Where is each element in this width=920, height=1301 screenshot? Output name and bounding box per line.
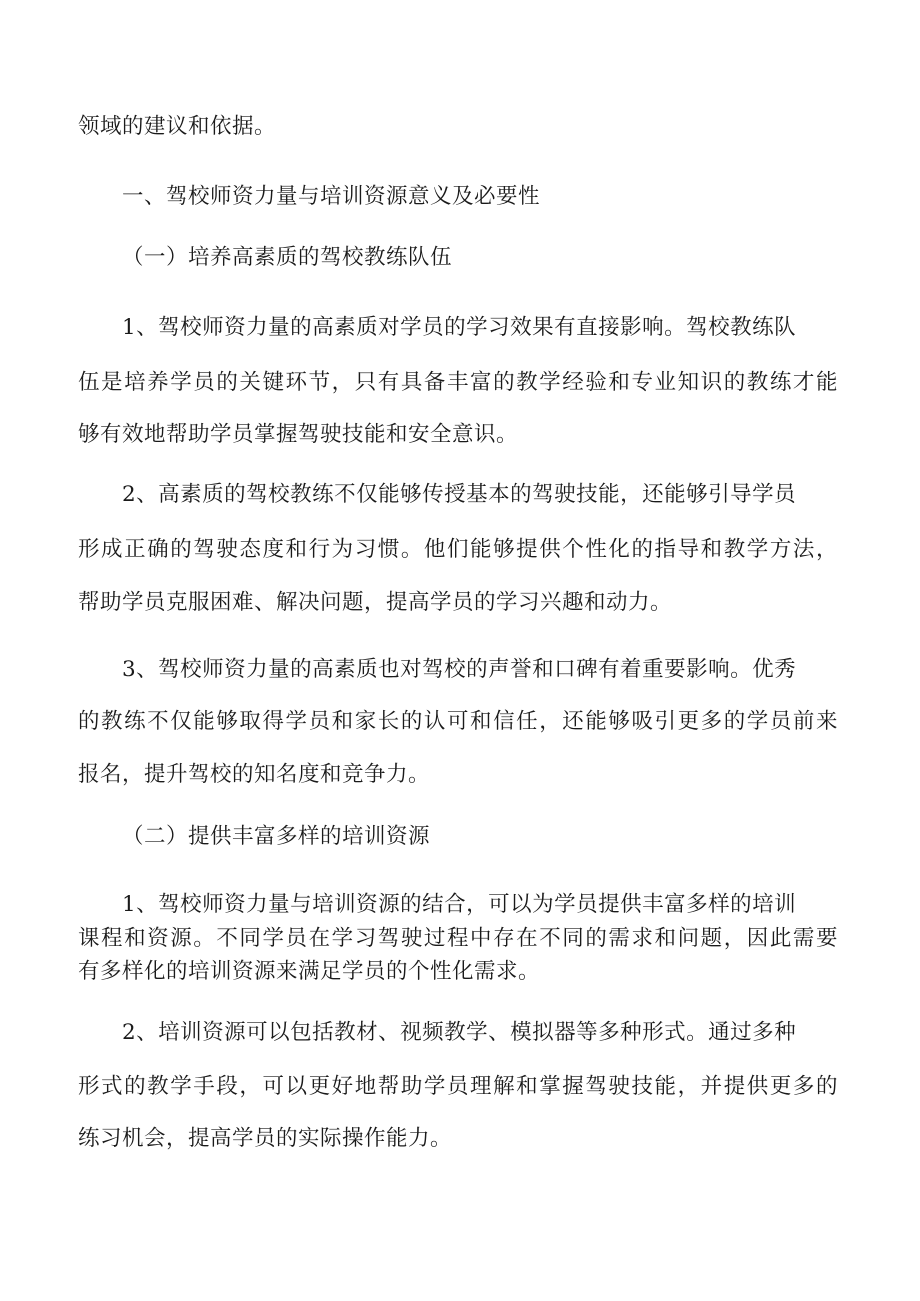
text-line-continuation: 领域的建议和依据。	[78, 114, 277, 139]
paragraph-2-line-1: 2、高素质的驾校教练不仅能够传授基本的驾驶技能，还能够引导学员	[122, 482, 797, 507]
paragraph-5-line-2: 形式的教学手段，可以更好地帮助学员理解和掌握驾驶技能，并提供更多的	[78, 1074, 838, 1099]
paragraph-3-line-1: 3、驾校师资力量的高素质也对驾校的声誉和口碑有着重要影响。优秀	[122, 657, 797, 682]
paragraph-2-line-3: 帮助学员克服困难、解决问题，提高学员的学习兴趣和动力。	[78, 590, 673, 615]
section-heading-1: 一、驾校师资力量与培训资源意义及必要性	[122, 184, 541, 209]
paragraph-3-line-2: 的教练不仅能够取得学员和家长的认可和信任，还能够吸引更多的学员前来	[78, 709, 838, 734]
paragraph-1-line-3: 够有效地帮助学员掌握驾驶技能和安全意识。	[78, 422, 519, 447]
paragraph-4-line-1: 1、驾校师资力量与培训资源的结合，可以为学员提供丰富多样的培训	[122, 892, 797, 917]
paragraph-1-line-2: 伍是培养学员的关键环节，只有具备丰富的教学经验和专业知识的教练才能	[78, 370, 838, 395]
paragraph-4-line-2: 课程和资源。不同学员在学习驾驶过程中存在不同的需求和问题，因此需要	[78, 926, 838, 951]
paragraph-3-line-3: 报名，提升驾校的知名度和竞争力。	[78, 762, 431, 787]
subsection-heading-2: （二）提供丰富多样的培训资源	[122, 824, 431, 849]
paragraph-5-line-1: 2、培训资源可以包括教材、视频教学、模拟器等多种形式。通过多种	[122, 1020, 797, 1045]
paragraph-1-line-1: 1、驾校师资力量的高素质对学员的学习效果有直接影响。驾校教练队	[122, 315, 797, 340]
subsection-heading-1: （一）培养高素质的驾校教练队伍	[122, 245, 453, 270]
paragraph-2-line-2: 形成正确的驾驶态度和行为习惯。他们能够提供个性化的指导和教学方法，	[78, 537, 838, 562]
paragraph-5-line-3: 练习机会，提高学员的实际操作能力。	[78, 1126, 453, 1151]
paragraph-4-line-3: 有多样化的培训资源来满足学员的个性化需求。	[78, 959, 541, 984]
